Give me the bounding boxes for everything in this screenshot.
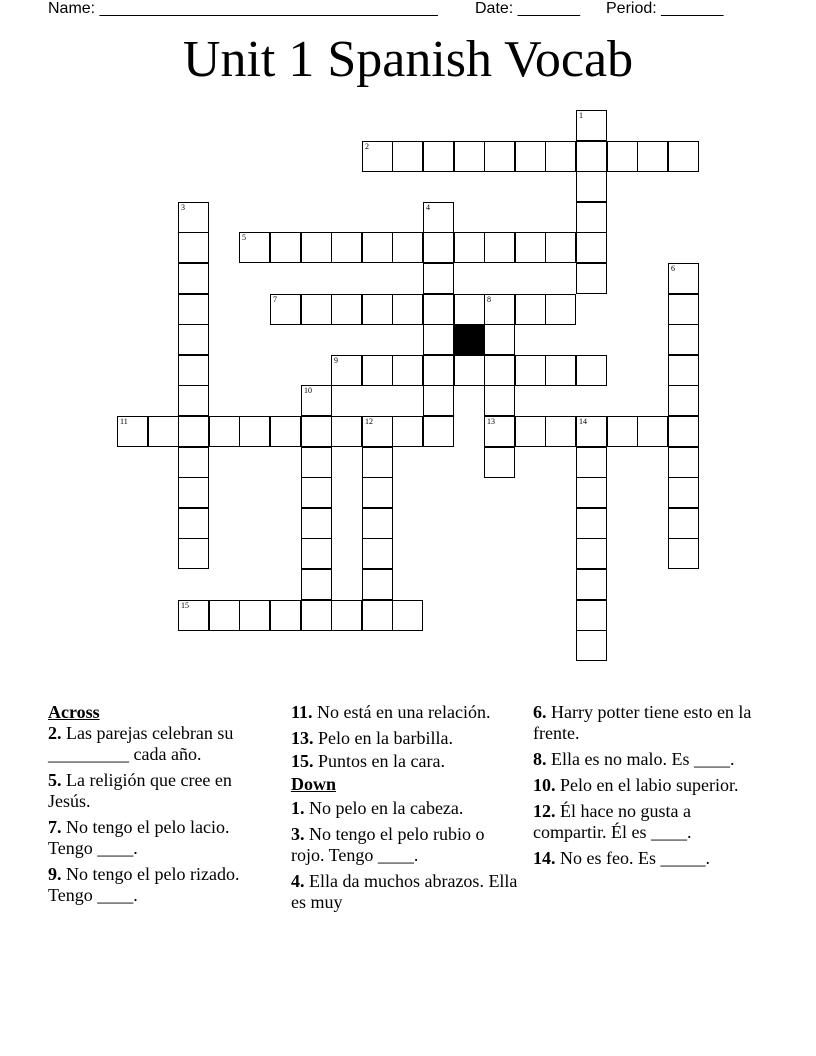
crossword-cell[interactable] <box>392 141 423 172</box>
clue-number-label: 4 <box>426 203 430 212</box>
crossword-cell[interactable] <box>331 600 362 631</box>
crossword-cell[interactable] <box>178 600 209 631</box>
crossword-cell[interactable] <box>576 232 607 263</box>
crossword-cell[interactable] <box>239 232 270 263</box>
crossword-cell[interactable] <box>362 232 393 263</box>
crossword-cell[interactable] <box>515 232 546 263</box>
crossword-cell[interactable] <box>362 294 393 325</box>
crossword-cell[interactable] <box>576 202 607 233</box>
crossword-cell[interactable] <box>668 508 699 539</box>
crossword-cell[interactable] <box>301 569 332 600</box>
name-field-label: Name: ______________________________________ <box>48 0 438 17</box>
crossword-cell[interactable] <box>454 294 485 325</box>
clue-number-label: 7 <box>273 295 277 304</box>
crossword-cell[interactable] <box>301 538 332 569</box>
clue-across-13: 13. Pelo en la barbilla. <box>291 728 453 748</box>
crossword-cell[interactable] <box>576 171 607 202</box>
crossword-cell[interactable] <box>515 141 546 172</box>
crossword-cell[interactable] <box>270 294 301 325</box>
date-field-label: Date: _______ <box>475 0 580 17</box>
crossword-cell[interactable] <box>178 447 209 478</box>
crossword-cell[interactable] <box>576 600 607 631</box>
clue-across-9: 9. No tengo el pelo rizado. Tengo ____. <box>48 864 240 905</box>
crossword-cell[interactable] <box>178 416 209 447</box>
crossword-cell[interactable] <box>423 232 454 263</box>
crossword-cell[interactable] <box>576 569 607 600</box>
crossword-cell[interactable] <box>668 538 699 569</box>
crossword-cell[interactable] <box>362 508 393 539</box>
crossword-cell[interactable] <box>301 294 332 325</box>
crossword-cell[interactable] <box>423 202 454 233</box>
crossword-cell[interactable] <box>576 110 607 141</box>
crossword-cell[interactable] <box>362 477 393 508</box>
crossword-cell[interactable] <box>576 508 607 539</box>
crossword-cell[interactable] <box>301 385 332 416</box>
crossword-cell[interactable] <box>178 324 209 355</box>
crossword-cell[interactable] <box>270 600 301 631</box>
clue-number-label: 6 <box>671 264 675 273</box>
clue-number-label: 10 <box>304 386 312 395</box>
crossword-cell[interactable] <box>668 324 699 355</box>
crossword-cell[interactable] <box>178 538 209 569</box>
clue-down-8: 8. Ella es no malo. Es ____. <box>533 749 735 769</box>
crossword-cell[interactable] <box>576 141 607 172</box>
clue-across-15: 15. Puntos en la cara. <box>291 751 445 771</box>
crossword-cell[interactable] <box>576 630 607 661</box>
crossword-cell[interactable] <box>423 355 454 386</box>
page-title: Unit 1 Spanish Vocab <box>182 31 634 88</box>
crossword-cell[interactable] <box>668 416 699 447</box>
crossword-cell[interactable] <box>362 569 393 600</box>
crossword-cell[interactable] <box>178 385 209 416</box>
clue-number-label: 2 <box>365 142 369 151</box>
crossword-cell[interactable] <box>178 232 209 263</box>
crossword-cell[interactable] <box>607 416 638 447</box>
crossword-cell[interactable] <box>362 538 393 569</box>
crossword-cell[interactable] <box>362 447 393 478</box>
crossword-cell[interactable] <box>545 294 576 325</box>
clue-down-10: 10. Pelo en el labio superior. <box>533 775 739 795</box>
crossword-cell[interactable] <box>239 416 270 447</box>
crossword-cell[interactable] <box>423 294 454 325</box>
clue-number-label: 15 <box>181 601 189 610</box>
crossword-cell[interactable] <box>484 232 515 263</box>
clue-number-label: 11 <box>120 417 128 426</box>
clue-across-5: 5. La religión que cree en Jesús. <box>48 770 232 811</box>
crossword-cell[interactable] <box>484 355 515 386</box>
clue-number-label: 12 <box>365 417 373 426</box>
clue-down-14: 14. No es feo. Es _____. <box>533 848 710 868</box>
crossword-cell[interactable] <box>576 447 607 478</box>
crossword-cell[interactable] <box>301 447 332 478</box>
clue-across-11: 11. No está en una relación. <box>291 702 491 722</box>
crossword-cell[interactable] <box>178 508 209 539</box>
crossword-cell[interactable] <box>209 600 240 631</box>
clue-number-label: 1 <box>579 111 583 120</box>
crossword-cell[interactable] <box>178 263 209 294</box>
clue-column-1 <box>48 702 273 911</box>
crossword-cell[interactable] <box>331 232 362 263</box>
down-heading: Down <box>291 774 337 794</box>
crossword-cell[interactable] <box>576 477 607 508</box>
crossword-cell[interactable] <box>668 263 699 294</box>
crossword-cell[interactable] <box>148 416 179 447</box>
crossword-cell[interactable] <box>576 263 607 294</box>
clue-down-4: 4. Ella da muchos abrazos. Ella es muy <box>291 871 518 912</box>
crossword-cell[interactable] <box>362 600 393 631</box>
clue-number-label: 3 <box>181 203 185 212</box>
crossword-cell[interactable] <box>576 355 607 386</box>
crossword-cell[interactable] <box>178 355 209 386</box>
crossword-cell[interactable] <box>637 141 668 172</box>
crossword-cell[interactable] <box>484 385 515 416</box>
crossword-cell[interactable] <box>392 600 423 631</box>
crossword-cell[interactable] <box>392 416 423 447</box>
crossword-cell[interactable] <box>484 294 515 325</box>
crossword-cell[interactable] <box>301 600 332 631</box>
crossword-cell[interactable] <box>668 141 699 172</box>
crossword-cell[interactable] <box>117 416 148 447</box>
crossword-cell[interactable] <box>454 355 485 386</box>
clue-number-label: 14 <box>579 417 587 426</box>
crossword-cell[interactable] <box>301 477 332 508</box>
crossword-cell[interactable] <box>392 232 423 263</box>
black-square <box>454 324 485 355</box>
crossword-cell[interactable] <box>362 416 393 447</box>
crossword-cell[interactable] <box>454 232 485 263</box>
crossword-cell[interactable] <box>668 355 699 386</box>
crossword-cell[interactable] <box>515 294 546 325</box>
crossword-cell[interactable] <box>423 141 454 172</box>
crossword-cell[interactable] <box>668 385 699 416</box>
crossword-cell[interactable] <box>423 416 454 447</box>
crossword-cell[interactable] <box>392 355 423 386</box>
crossword-cell[interactable] <box>362 355 393 386</box>
clue-down-12: 12. Él hace no gusta a compartir. Él es ____. <box>533 801 692 842</box>
crossword-cell[interactable] <box>668 447 699 478</box>
crossword-cell[interactable] <box>270 416 301 447</box>
crossword-cell[interactable] <box>392 294 423 325</box>
clue-column-3 <box>533 702 758 874</box>
crossword-cell[interactable] <box>239 600 270 631</box>
clue-number-label: 9 <box>334 356 338 365</box>
crossword-cell[interactable] <box>576 538 607 569</box>
clue-number-label: 8 <box>487 295 491 304</box>
crossword-cell[interactable] <box>484 447 515 478</box>
crossword-cell[interactable] <box>637 416 668 447</box>
crossword-cell[interactable] <box>484 416 515 447</box>
clue-column-2 <box>291 702 519 918</box>
across-heading: Across <box>48 702 100 722</box>
clue-across-7: 7. No tengo el pelo lacio. Tengo ____. <box>48 817 230 858</box>
crossword-cell[interactable] <box>331 416 362 447</box>
crossword-cell[interactable] <box>545 355 576 386</box>
clue-number-label: 5 <box>242 233 246 242</box>
crossword-cell[interactable] <box>423 385 454 416</box>
crossword-cell[interactable] <box>362 141 393 172</box>
crossword-cell[interactable] <box>270 232 301 263</box>
crossword-cell[interactable] <box>423 263 454 294</box>
crossword-cell[interactable] <box>301 416 332 447</box>
crossword-cell[interactable] <box>178 294 209 325</box>
crossword-cell[interactable] <box>545 141 576 172</box>
crossword-cell[interactable] <box>178 477 209 508</box>
crossword-cell[interactable] <box>515 355 546 386</box>
crossword-cell[interactable] <box>668 294 699 325</box>
crossword-cell[interactable] <box>178 202 209 233</box>
crossword-cell[interactable] <box>515 416 546 447</box>
crossword-cell[interactable] <box>331 294 362 325</box>
crossword-cell[interactable] <box>576 416 607 447</box>
period-field-label: Period: _______ <box>606 0 724 17</box>
crossword-cell[interactable] <box>209 416 240 447</box>
clue-across-2: 2. Las parejas celebran su _________ cada año. <box>48 723 234 764</box>
crossword-cell[interactable] <box>484 141 515 172</box>
crossword-cell[interactable] <box>545 232 576 263</box>
crossword-cell[interactable] <box>301 232 332 263</box>
crossword-cell[interactable] <box>545 416 576 447</box>
crossword-cell[interactable] <box>484 324 515 355</box>
clue-down-6: 6. Harry potter tiene esto en la frente. <box>533 702 752 743</box>
crossword-cell[interactable] <box>607 141 638 172</box>
crossword-cell[interactable] <box>301 508 332 539</box>
crossword-cell[interactable] <box>331 355 362 386</box>
clue-down-3: 3. No tengo el pelo rubio o rojo. Tengo ____. <box>291 824 485 865</box>
clue-number-label: 13 <box>487 417 495 426</box>
clue-down-1: 1. No pelo en la cabeza. <box>291 798 464 818</box>
crossword-cell[interactable] <box>668 477 699 508</box>
crossword-cell[interactable] <box>423 324 454 355</box>
crossword-cell[interactable] <box>454 141 485 172</box>
